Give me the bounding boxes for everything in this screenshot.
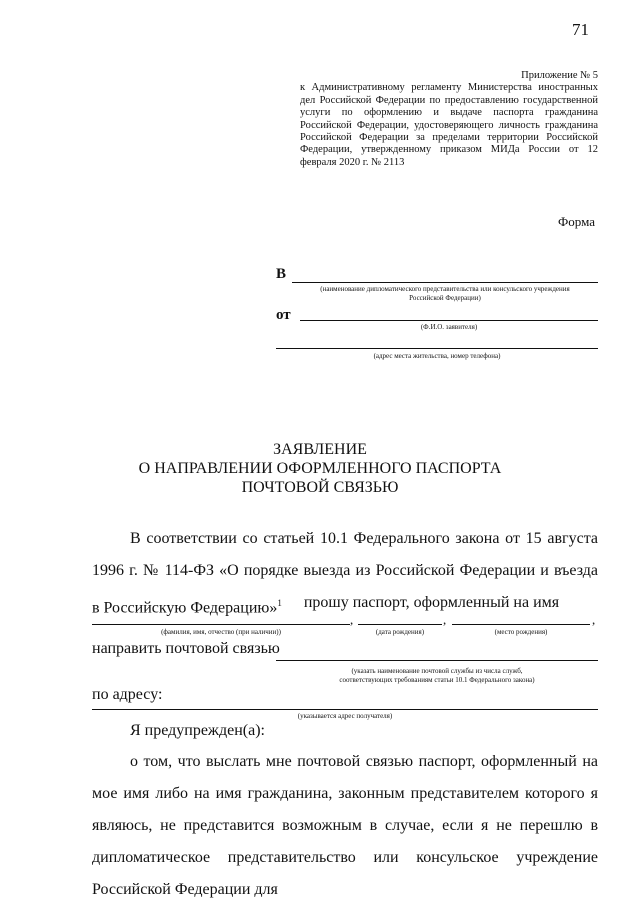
address-field-line[interactable] — [276, 348, 598, 349]
fio-field-line[interactable] — [92, 624, 350, 625]
to-caption-line1: (наименование дипломатического представительства или консульского учреждения — [320, 285, 570, 293]
appendix-note — [300, 70, 598, 169]
from-field-line[interactable] — [300, 320, 598, 321]
postal-caption — [276, 667, 598, 685]
postal-service-line[interactable] — [276, 660, 598, 661]
to-caption — [290, 285, 600, 303]
recipient-caption: (указывается адрес получателя) — [297, 712, 393, 720]
statement-line3-rest: прошу паспорт, оформленный на имя — [303, 594, 560, 611]
recipient-address-line[interactable] — [92, 709, 598, 710]
address-caption: (адрес места жительства, номер телефона) — [373, 352, 501, 360]
form-label: Форма — [558, 214, 595, 229]
heading-line2: О НАПРАВЛЕНИИ ОФОРМЛЕННОГО ПАСПОРТА — [138, 460, 502, 477]
comma-1: , — [350, 612, 354, 627]
fio-caption: (фамилия, имя, отчество (при наличии)) — [161, 628, 281, 636]
statement-line2: 1996 г. № 114-ФЗ «О порядке выезда из Российской Федерации и въезда — [92, 562, 598, 579]
heading-line3: ПОЧТОВОЙ СВЯЗЬЮ — [241, 479, 399, 496]
page-number: 71 — [572, 20, 589, 39]
comma-3: , — [592, 612, 596, 627]
statement-paragraph — [92, 523, 598, 619]
address-label: по адресу: — [92, 686, 163, 703]
to-field-line[interactable] — [292, 282, 598, 283]
appendix-text: к Административному регламенту Министерства иностранных дел Российской Федерации по предоставлению государственной услуги по оформлению и выдаче паспорта гражданина Российской Федерации, удостоверяющего личность гражданина Российской Федерации за пределами территории Российской Федерации, утвержденному приказом МИДа России от 12 февраля 2020 г. № 2113 — [300, 82, 598, 168]
pob-field-line[interactable] — [452, 624, 590, 625]
pob-caption: (место рождения) — [494, 628, 548, 636]
document-heading — [100, 440, 540, 497]
to-label: В — [276, 266, 287, 282]
postal-caption-line1: (указать наименование почтовой службы из числа служб, — [351, 667, 523, 675]
send-label: направить почтовой связью — [92, 640, 280, 657]
appendix-title: Приложение № 5 — [521, 70, 598, 81]
footnote-mark: 1 — [277, 598, 282, 608]
warning-label: Я предупрежден(а): — [130, 722, 265, 739]
heading-line1: ЗАЯВЛЕНИЕ — [273, 441, 367, 458]
dob-field-line[interactable] — [358, 624, 442, 625]
dob-caption: (дата рождения) — [375, 628, 425, 636]
from-label: от — [276, 307, 291, 323]
comma-2: , — [443, 612, 447, 627]
from-caption: (Ф.И.О. заявителя) — [420, 323, 478, 331]
warning-text: о том, что выслать мне почтовой связью паспорт, оформленный на мое имя либо на имя гражданина, законным представителем которого я являюсь, не представится возможным в случае, если я не перешлю в дипломатическое представительство или консульское учреждение Российской Федерации для — [92, 753, 598, 898]
statement-line3-start: в Российскую Федерацию»$^1$ — [92, 598, 282, 617]
to-caption-line2: Российской Федерации) — [409, 294, 481, 302]
postal-caption-line2: соответствующих требованиям статьи 10.1 Федерального закона) — [339, 676, 535, 684]
statement-line3 — [92, 587, 598, 619]
statement-line1: В соответствии со статьей 10.1 Федерального закона от 15 августа — [130, 530, 598, 547]
